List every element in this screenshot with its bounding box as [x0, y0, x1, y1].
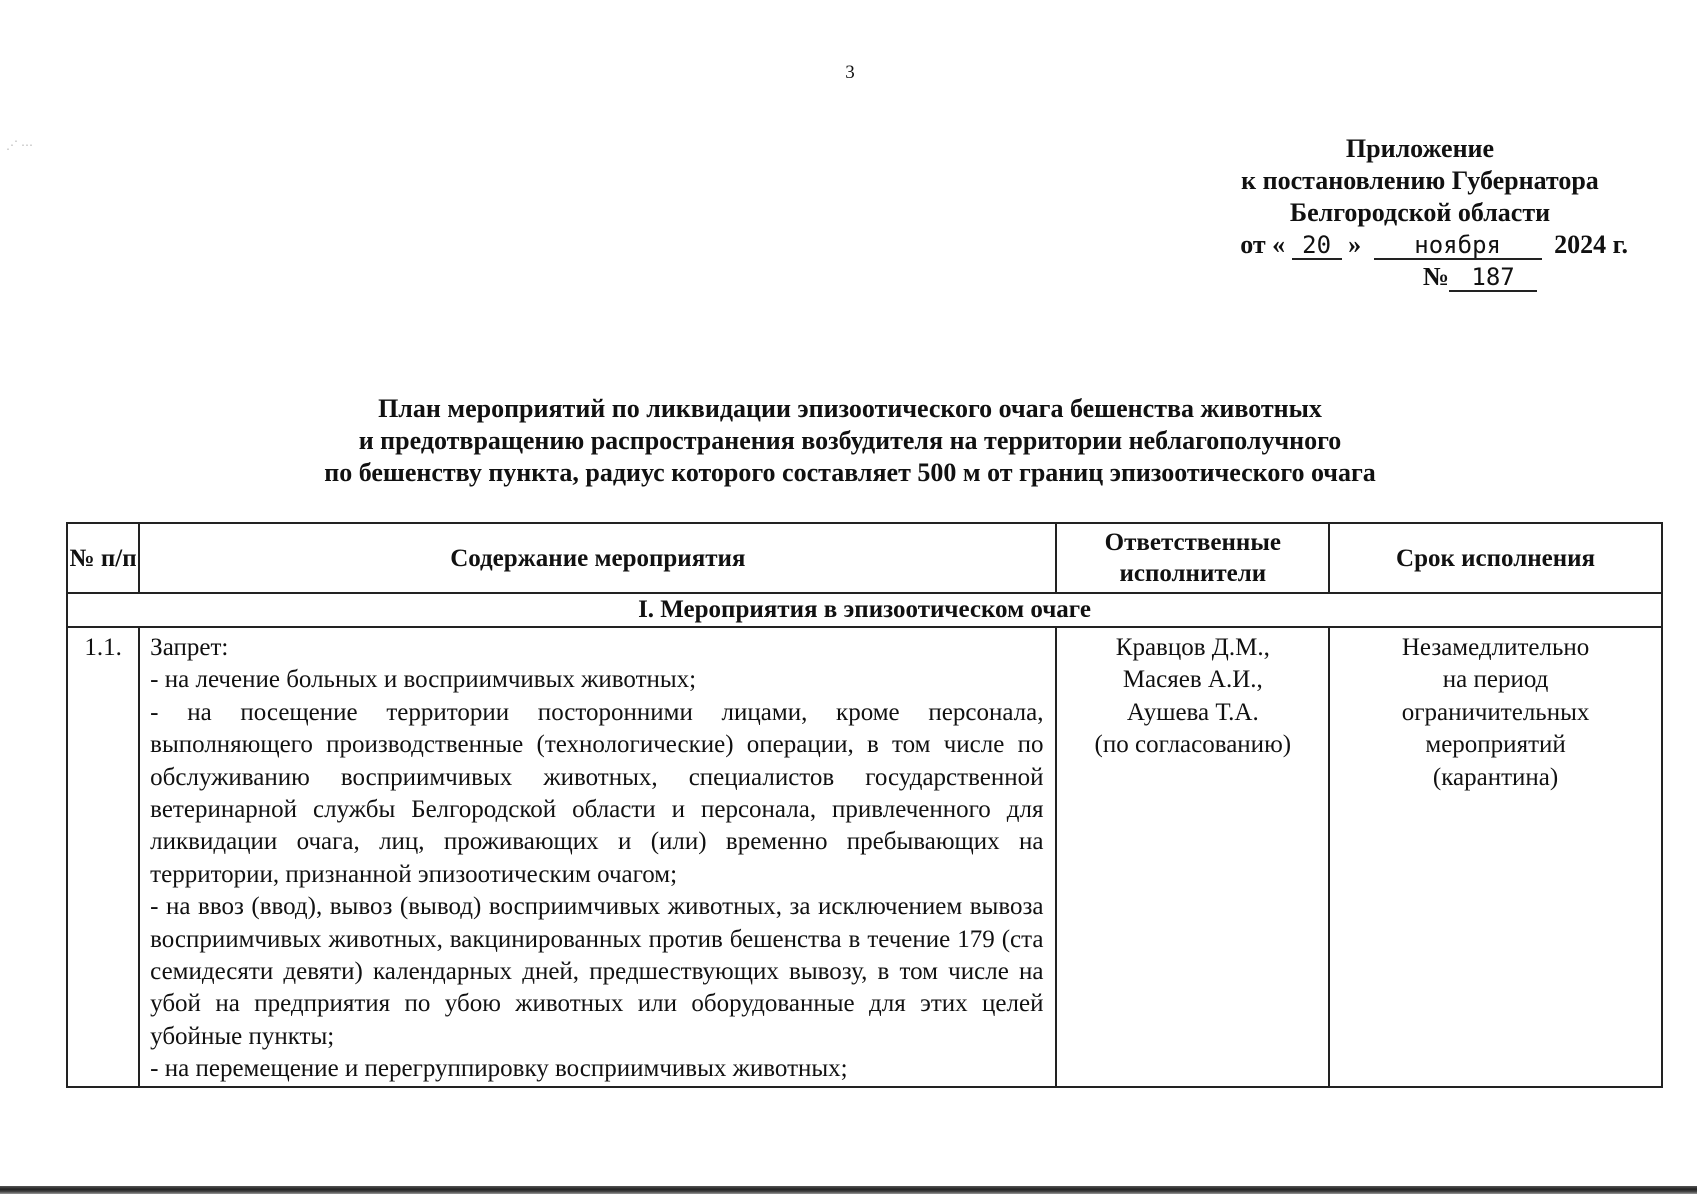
term-line: мероприятий: [1425, 731, 1566, 759]
appendix-block: [1200, 133, 1640, 293]
content-item: - на перемещение и перегруппировку восприимчивых животных;: [150, 1055, 848, 1083]
responsible-person: Масяев А.И.,: [1122, 666, 1263, 694]
row-content: [139, 627, 1056, 1087]
content-item: Запрет:: [150, 634, 229, 661]
date-day: 20: [1292, 232, 1342, 260]
number-value: 187: [1449, 264, 1537, 292]
section-title: I. Мероприятия в эпизоотическом очаге: [67, 593, 1662, 627]
plan-title: [60, 393, 1640, 489]
content-item: - на посещение территории посторонними лицами, кроме персонала, выполняющего производственные (технологические) операции, в том числе по обслуживанию восприимчивых животных, специалистов государственной ветеринарной службы Белгородской области и персонала, привлеченного для ликвидации очага, лиц, проживающих и (или) временно пребывающих на территории, признанной эпизоотическим очагом;: [150, 698, 1044, 888]
responsible-person: Кравцов Д.М.,: [1115, 634, 1270, 661]
responsible-person: Аушева Т.А.: [1126, 698, 1259, 726]
section-row: [67, 593, 1662, 627]
row-responsible: [1056, 627, 1329, 1087]
page-number: 3: [845, 62, 855, 83]
date-prefix: от «: [1240, 230, 1286, 259]
header-responsible: Ответственные исполнители: [1056, 523, 1329, 593]
term-line: на период: [1442, 666, 1549, 694]
responsible-note: (по согласованию): [1094, 731, 1292, 759]
scan-edge-strip: [0, 1186, 1697, 1194]
plan-title-line: и предотвращению распространения возбудителя на территории неблагополучного: [358, 426, 1342, 455]
number-prefix: №: [1422, 262, 1450, 291]
scan-artifact: ⋰ ⋯: [6, 138, 33, 152]
content-item: - на ввоз (ввод), вывоз (вывод) восприимчивых животных, за исключением вывоза восприимчивых животных, вакцинированных против бешенства в течение 179 (ста семидесяти девяти) календарных дней, предшествующих вывозу, в том числе на убой на предприятия по убою животных или оборудованные для этих целей убойные пункты;: [150, 893, 1044, 1050]
appendix-decree: к постановлению Губернатора: [1241, 166, 1599, 195]
term-line: Незамедлительно: [1401, 634, 1590, 661]
header-num: № п/п: [67, 523, 139, 593]
content-item: - на лечение больных и восприимчивых животных;: [150, 666, 697, 694]
header-term: Срок исполнения: [1329, 523, 1662, 593]
appendix-date: [1200, 229, 1640, 261]
row-term: [1329, 627, 1662, 1087]
plan-title-line: План мероприятий по ликвидации эпизоотического очага бешенства животных: [378, 394, 1322, 423]
term-line: (карантина): [1432, 763, 1559, 791]
header-content: Содержание мероприятия: [139, 523, 1056, 593]
date-mid: »: [1348, 230, 1362, 259]
row-number: 1.1.: [67, 627, 139, 1087]
table-row: [67, 627, 1662, 1087]
term-line: ограничительных: [1401, 698, 1590, 726]
table-header-row: [67, 523, 1662, 593]
appendix-number: [1200, 261, 1640, 293]
plan-table: [66, 522, 1663, 1088]
appendix-region: Белгородской области: [1289, 198, 1551, 227]
date-year: 2024 г.: [1554, 230, 1628, 259]
plan-title-line: по бешенству пункта, радиус которого составляет 500 м от границ эпизоотического очага: [324, 458, 1376, 487]
appendix-title: Приложение: [1345, 134, 1495, 163]
date-month: ноября: [1374, 232, 1542, 260]
